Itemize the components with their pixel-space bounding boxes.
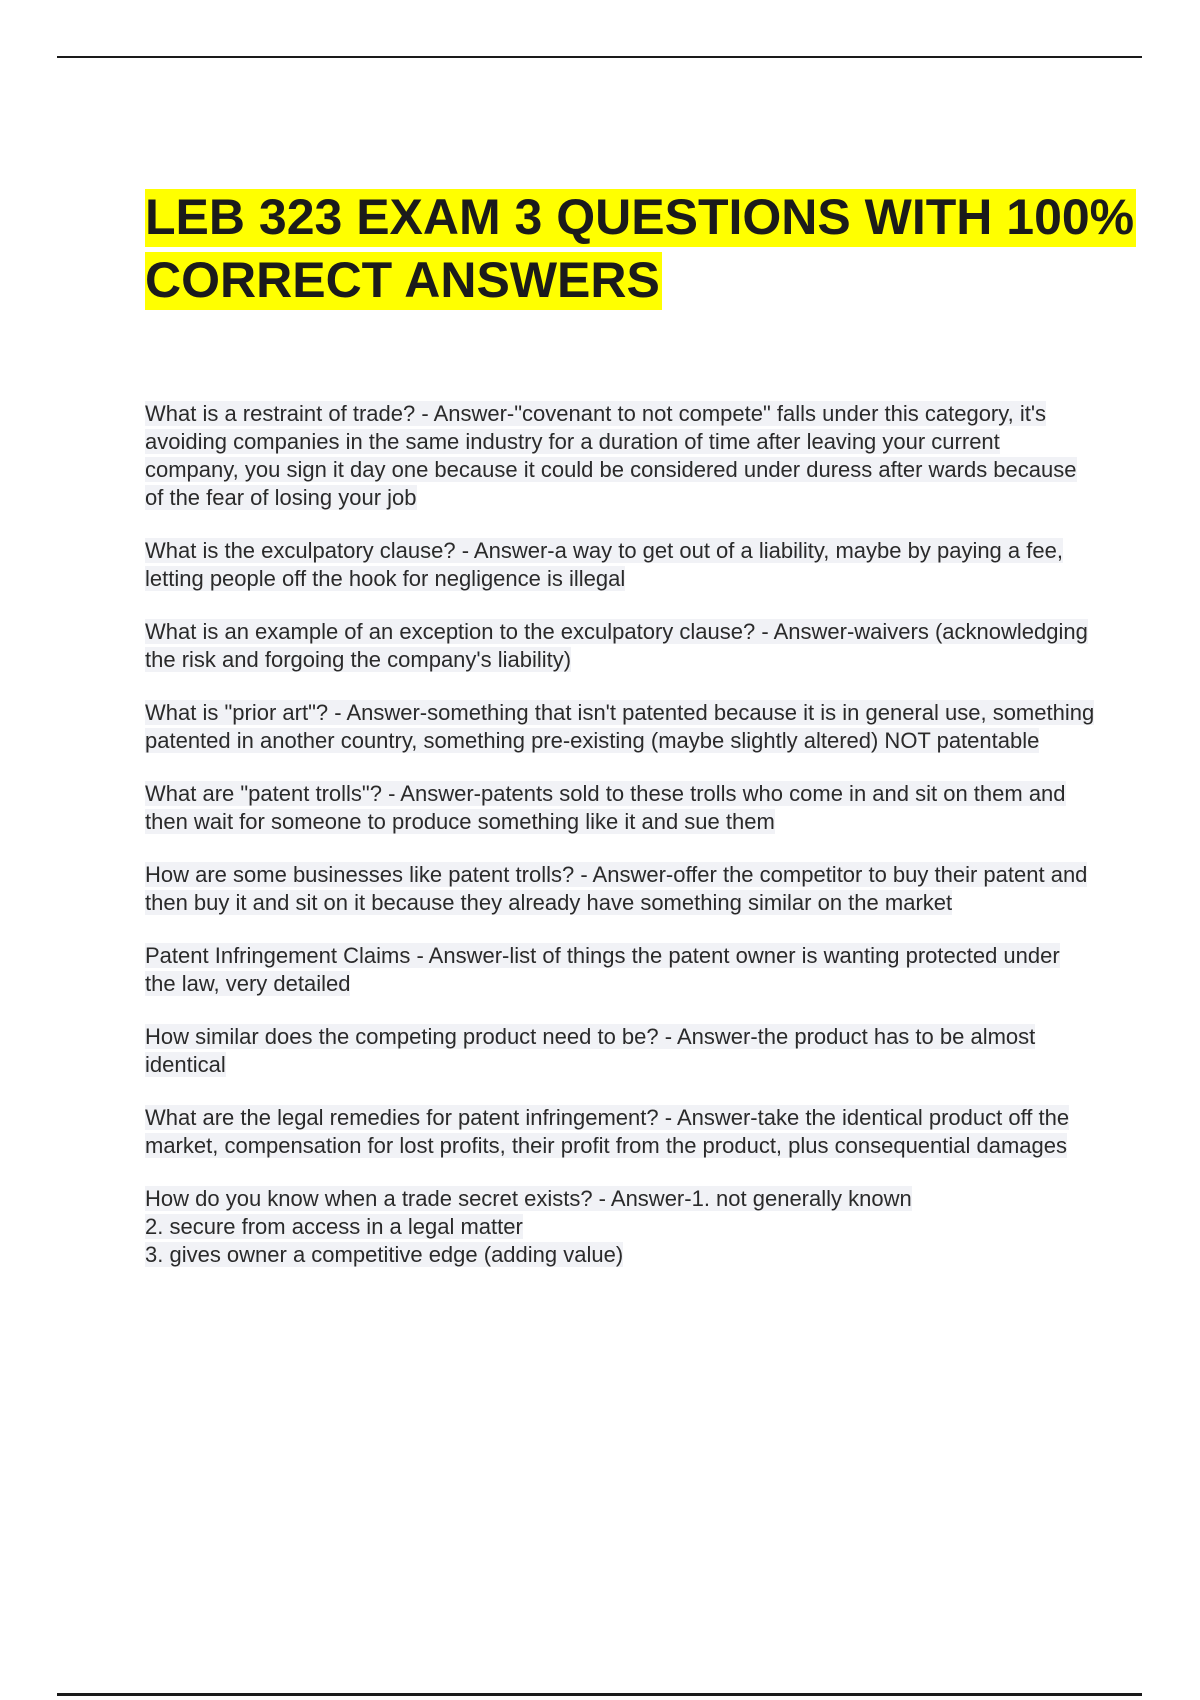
document-title <box>145 186 1145 312</box>
qa-item: Patent Infringement Claims - Answer-list of things the patent owner is wanting protected under the law, very detailed <box>145 943 1060 996</box>
top-rule <box>57 56 1142 58</box>
qa-item: What is the exculpatory clause? - Answer-a way to get out of a liability, maybe by paying a fee, letting people off the hook for negligence is illegal <box>145 538 1063 591</box>
qa-list <box>145 400 1095 1294</box>
qa-item: How are some businesses like patent trolls? - Answer-offer the competitor to buy their patent and then buy it and sit on it because they already have something similar on the market <box>145 862 1088 915</box>
qa-item: How similar does the competing product need to be? - Answer-the product has to be almost identical <box>145 1024 1036 1077</box>
qa-item: What is an example of an exception to the exculpatory clause? - Answer-waivers (acknowledging the risk and forgoing the company's liability) <box>145 619 1088 672</box>
qa-item: What is "prior art"? - Answer-something that isn't patented because it is in general use, something patented in another country, something pre-existing (maybe slightly altered) NOT patentable <box>145 700 1095 753</box>
bottom-rule <box>57 1693 1142 1696</box>
qa-item: What is a restraint of trade? - Answer-"covenant to not compete" falls under this category, it's avoiding companies in the same industry for a duration of time after leaving your current company, you sign it day one because it could be considered under duress after wards because of the fear of losing your job <box>145 401 1077 510</box>
title-highlight: LEB 323 EXAM 3 QUESTIONS WITH 100% CORRECT ANSWERS <box>145 189 1135 308</box>
qa-item: What are the legal remedies for patent infringement? - Answer-take the identical product off the market, compensation for lost profits, their profit from the product, plus consequential damages <box>145 1105 1070 1158</box>
qa-item: How do you know when a trade secret exists? - Answer-1. not generally known 2. secure from access in a legal matter 3. gives owner a competitive edge (adding value) <box>145 1186 912 1267</box>
qa-item: What are "patent trolls"? - Answer-patents sold to these trolls who come in and sit on them and then wait for someone to produce something like it and sue them <box>145 781 1066 834</box>
